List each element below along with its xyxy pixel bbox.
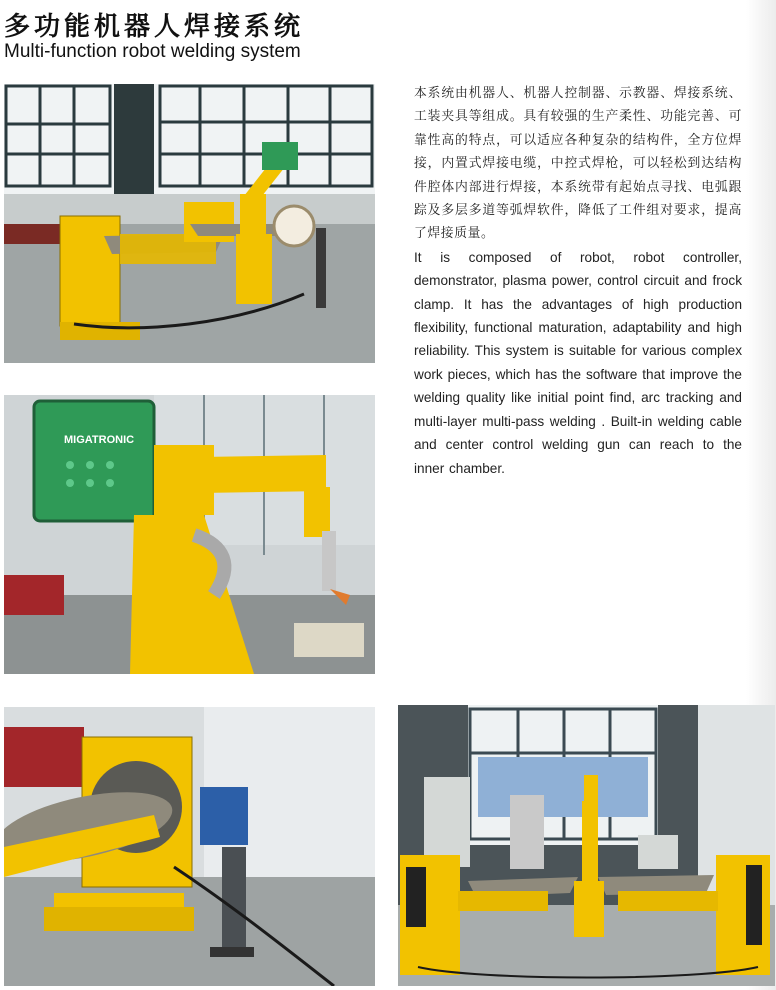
description-cn: 本系统由机器人、机器人控制器、示教器、焊接系统、工装夹具等组成。具有较强的生产柔性、功能完善、可靠性高的特点，可以适应各种复杂的结构件，全方位焊接，内置式焊接电缆，中控式焊枪，可以轻松到达结构件腔体内部进行焊接，本系统带有起始点寻找、电弧跟踪及多层多道等弧焊软件，降低了工件组对要求，提高了焊接质量。 (414, 86, 742, 242)
page-title-cn: 多功能机器人焊接系统 (4, 12, 305, 42)
description-en: It is composed of robot, robot controller, demonstrator, plasma power, control circuit and frock clamp. It has the advantages of high production flexibility, functional maturation, adaptability and high reliability. This system is suitable for various complex work pieces, which has the software that improve the welding quality like initial point find, arc tracking and multi-layer multi-pass welding . Built-in welding cable and center control welding gun can reach to the inner chamber. (414, 249, 742, 476)
photo-workshop-cell (398, 705, 775, 986)
photo-positioner (4, 707, 375, 986)
svg-text:MIGATRONIC: MIGATRONIC (64, 434, 135, 446)
page-title-en: Multi-function robot welding system (4, 41, 301, 62)
description-block (414, 82, 742, 480)
photo-robot-closeup (4, 395, 375, 674)
photo-robot-cell (4, 84, 375, 363)
